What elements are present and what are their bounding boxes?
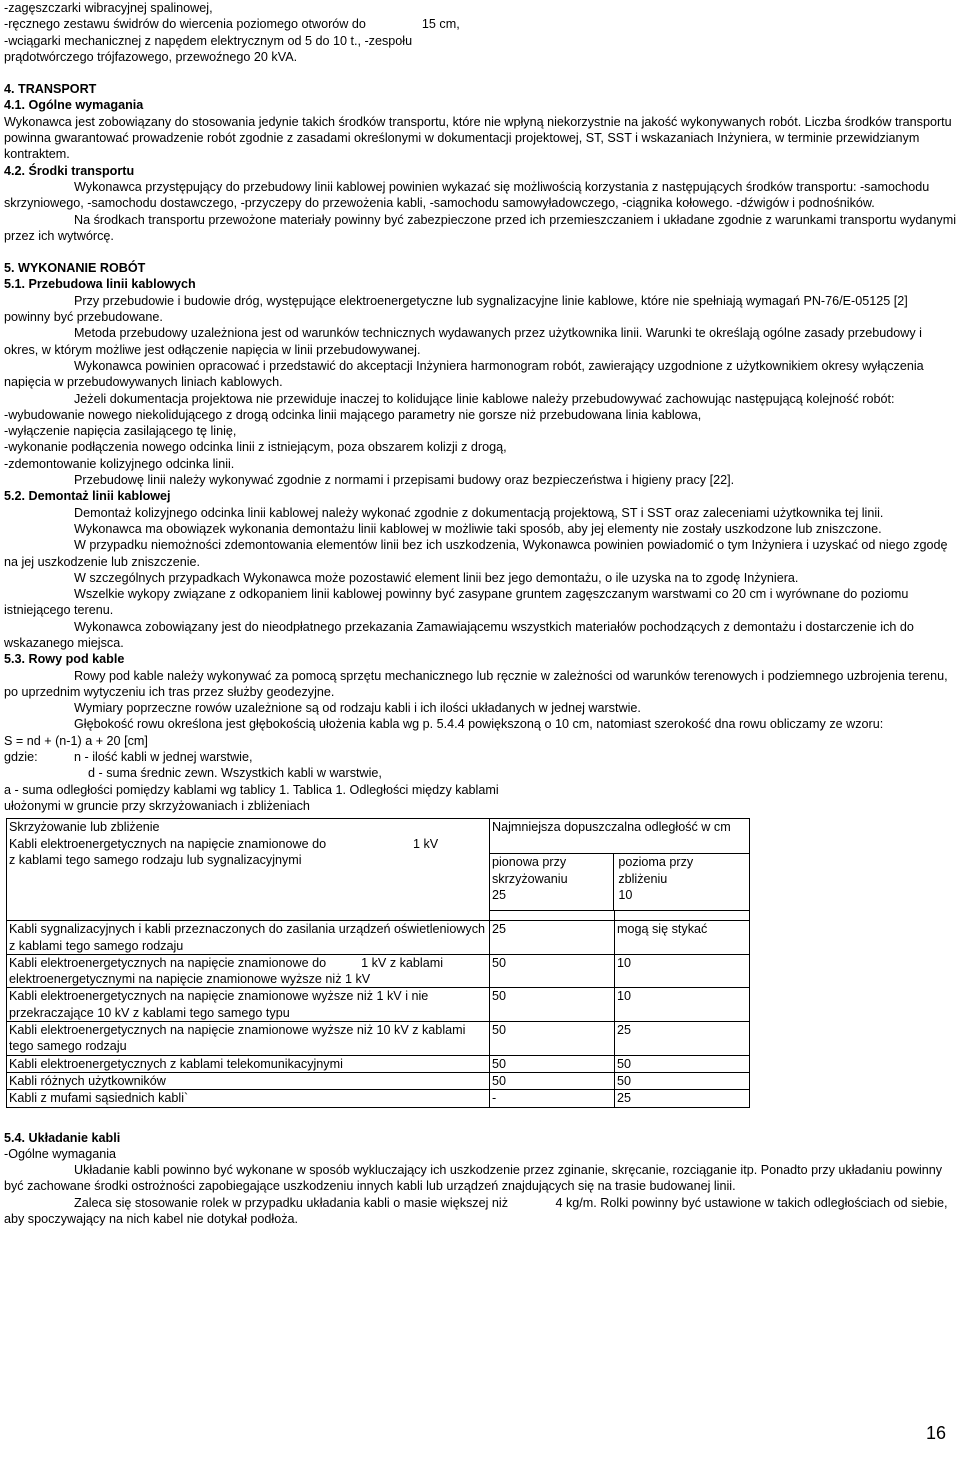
- subsection-heading-5-4: 5.4. Układanie kabli: [4, 1130, 121, 1145]
- page-number: 16: [925, 1423, 946, 1443]
- paragraph: Zaleca się stosowanie rolek w przypadku układania kabli o masie większej niż 4 kg/m. Rolki powinny być ustawione w takich odległościach od siebie, aby spoczywający na nich kabel nie dotykał podłoża.: [4, 1195, 948, 1226]
- list-item: -wykonanie podłączenia nowego odcinka linii z istniejącym, poza obszarem kolizji z drogą,: [4, 440, 507, 455]
- formula-legend: gdzie: n - ilość kabli w jednej warstwie,: [4, 750, 253, 765]
- equipment-line: prądotwórczego trójfazowego, przewoźnego 20 kVA.: [4, 49, 298, 64]
- paragraph: Wykonawca ma obowiązek wykonania demontażu linii kablowej w możliwie taki sposób, aby jej elementy nie zostały uszkodzone lub zniszczone.: [74, 521, 882, 536]
- paragraph: Wykonawca jest zobowiązany do stosowania jedynie takich środków transportu, które nie wpłyną niekorzystnie na jakość wykonywanych robót. Liczba środków transportu powinna gwarantować prowadzenie robót zgodnie z zasadami określonymi w dokumentacji projektowej, ST, SST i wskazaniach Inżyniera, w terminie przewidzianym kontraktem.: [4, 114, 952, 162]
- table-row: Kabli elektroenergetycznych na napięcie znamionowe wyższe niż 10 kV z kablami tego samego rodzaju 50 25: [7, 1022, 750, 1056]
- paragraph: Wymiary poprzeczne rowów uzależnione są od rodzaju kabli i ich ilości układanych w jednej warstwie.: [74, 701, 641, 716]
- subsection-heading-5-1: 5.1. Przebudowa linii kablowych: [4, 277, 196, 292]
- paragraph: W przypadku niemożności zdemontowania elementów linii bez ich uszkodzenia, Wykonawca powinien powiadomić o tym Inżyniera i uzyskać od niego zgodę na jej uszkodzenie lub zniszczenie.: [4, 538, 948, 569]
- table-header-row: [7, 819, 750, 911]
- subheading: -Ogólne wymagania: [4, 1146, 117, 1161]
- subsection-heading-4-1: 4.1. Ogólne wymagania: [4, 98, 144, 113]
- subsection-heading-5-2: 5.2. Demontaż linii kablowej: [4, 489, 171, 504]
- distance-table: [6, 818, 750, 1107]
- formula-legend: d - suma średnic zewn. Wszystkich kabli w warstwie,: [88, 766, 382, 781]
- subsection-heading-4-2: 4.2. Środki transportu: [4, 163, 135, 178]
- paragraph: Metoda przebudowy uzależniona jest od warunków technicznych wydawanych przez użytkownika linii. Warunki te określają ogólne zasady przebudowy i okres, w którym możliwe jest odłączenie napięcia w linii przebudowywanej.: [4, 326, 922, 357]
- table-row: Kabli elektroenergetycznych na napięcie znamionowe do 1 kV z kablami elektroenergetycznymi na napięcie znamionowe wyższe niż 1 kV 50 10: [7, 954, 750, 988]
- equipment-line: -wciągarki mechanicznej z napędem elektrycznym od 5 do 10 t., -zespołu: [4, 33, 413, 48]
- formula: S = nd + (n-1) a + 20 [cm]: [4, 733, 148, 748]
- paragraph: Wszelkie wykopy związane z odkopaniem linii kablowej powinny być zasypane gruntem zagęszczanym warstwami co 20 cm i wyrównane do poziomu istniejącego terenu.: [4, 587, 909, 618]
- paragraph: Rowy pod kable należy wykonywać za pomocą sprzętu mechanicznego lub ręcznie w zależności od warunków terenowych i podziemnego uzbrojenia terenu, po uprzednim wytyczeniu ich tras przez służby geodezyjne.: [4, 668, 948, 699]
- paragraph: Głębokość rowu określona jest głębokością ułożenia kabla wg p. 5.4.4 powiększoną o 10 cm, natomiast szerokość dna rowu obliczamy ze wzoru:: [74, 717, 884, 732]
- table-row: Kabli różnych użytkowników 50 50: [7, 1072, 750, 1089]
- table-header-cell: Najmniejsza dopuszczalna odległość w cm pionowa przy skrzyżowaniu 25 pozioma przy zbliżeniu 10: [490, 819, 750, 911]
- paragraph: Na środkach transportu przewożone materiały powinny być zabezpieczone przed ich przemieszczaniem i układane zgodnie z warunkami transportu wydanymi przez ich wytwórcę.: [4, 212, 956, 243]
- section-heading-5: 5. WYKONANIE ROBÓT: [4, 261, 146, 276]
- paragraph: Wykonawca zobowiązany jest do nieodpłatnego przekazania Zamawiającemu wszystkich materiałów pochodzących z demontażu i dostarczenie ich do wskazanego miejsca.: [4, 619, 914, 650]
- list-item: -wybudowanie nowego niekolidującego z drogą odcinka linii mającego parametry nie gorsze niż przebudowana linia kablowa,: [4, 407, 702, 422]
- subsection-heading-5-3: 5.3. Rowy pod kable: [4, 652, 125, 667]
- list-item: -wyłączenie napięcia zasilającego tę linię,: [4, 424, 237, 439]
- list-item: -zdemontowanie kolizyjnego odcinka linii.: [4, 456, 235, 471]
- paragraph: Wykonawca powinien opracować i przedstawić do akceptacji Inżyniera harmonogram robót, zawierający uzgodnione z użytkownikiem okresy wyłączenia napięcia w przebudowywanych liniach kablowych.: [4, 358, 924, 390]
- table-row: Kabli elektroenergetycznych z kablami telekomunikacyjnymi 50 50: [7, 1055, 750, 1072]
- document-page: [4, 0, 956, 1227]
- paragraph: Wykonawca przystępujący do przebudowy linii kablowej powinien wykazać się możliwością korzystania z następujących środków transportu: -samochodu skrzyniowego, -samochodu dostawczego, -przyczepy do przewożenia kabli, -samochodu samowyładowczego, -ciągnika kołowego. -dźwigów i podnośników.: [4, 179, 930, 211]
- paragraph: Jeżeli dokumentacja projektowa nie przewiduje inaczej to kolidujące linie kablowe należy przebudowywać zachowując następującą kolejność robót:: [74, 391, 895, 406]
- paragraph: W szczególnych przypadkach Wykonawca może pozostawić element linii bez jego demontażu, o ile uzyska na to zgodę Inżyniera.: [74, 570, 799, 585]
- paragraph: Przebudowę linii należy wykonywać zgodnie z normami i przepisami budowy oraz bezpieczeństwa i higieny pracy [22].: [74, 473, 735, 488]
- table-row: Kabli elektroenergetycznych na napięcie znamionowe wyższe niż 1 kV i nie przekraczające 10 kV z kablami tego samego typu 50 10: [7, 988, 750, 1022]
- paragraph: Przy przebudowie i budowie dróg, występujące elektroenergetyczne lub sygnalizacyjne linie kablowe, które nie spełniają wymagań PN-76/E-05125 [2] powinny być przebudowane.: [4, 293, 908, 325]
- formula-legend: a - suma odległości pomiędzy kablami wg tablicy 1. Tablica 1. Odległości między kablami ułożonymi w gruncie przy skrzyżowaniach i zbliżeniach: [4, 782, 499, 813]
- equipment-line: -ręcznego zestawu świdrów do wiercenia poziomego otworów do 15 cm,: [4, 17, 460, 32]
- table-row: Kabli z mufami sąsiednich kabli` - 25: [7, 1090, 750, 1107]
- equipment-line: -zagęszczarki wibracyjnej spalinowej,: [4, 1, 213, 15]
- paragraph: Demontaż kolizyjnego odcinka linii kablowej należy wykonać zgodnie z dokumentacją projektową, ST i SST oraz zaleceniami użytkownika tej linii.: [74, 505, 884, 520]
- section-heading-4: 4. TRANSPORT: [4, 82, 97, 97]
- paragraph: Układanie kabli powinno być wykonane w sposób wykluczający ich uszkodzenie przez zginanie, skręcanie, rozciąganie itp. Ponadto przy układaniu powinny być zachowane środki ostrożności zapobiegające uszkodzeniu innych kabli lub urządzeń znajdujących się na trasie budowanej linii.: [4, 1163, 943, 1194]
- table-row: Kabli sygnalizacyjnych i kabli przeznaczonych do zasilania urządzeń oświetleniowych z kablami tego samego rodzaju 25 mogą się stykać: [7, 921, 750, 955]
- table-header-cell: Skrzyżowanie lub zbliżenie Kabli elektroenergetycznych na napięcie znamionowe do 1 kV z kablami tego samego rodzaju lub sygnalizacyjnymi: [7, 819, 490, 911]
